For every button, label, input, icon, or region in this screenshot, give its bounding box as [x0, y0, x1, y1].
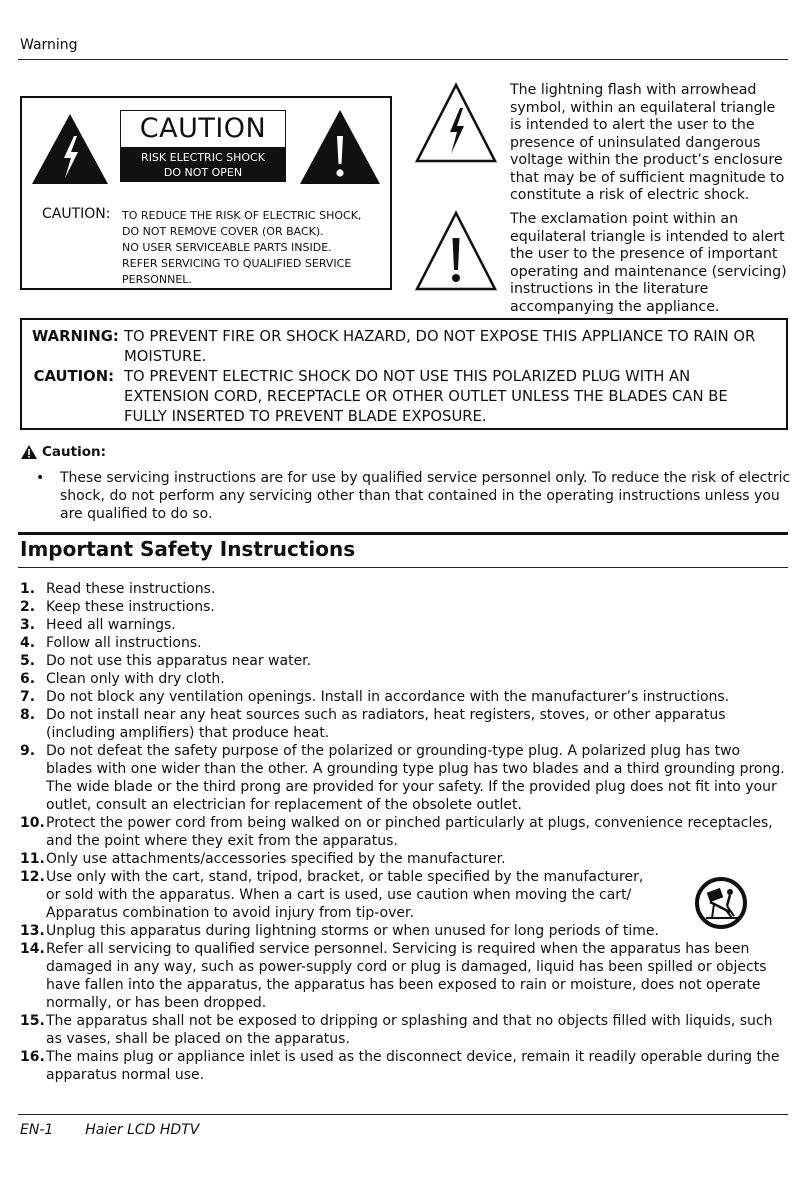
item-number: 5. [20, 653, 36, 669]
list-item [20, 616, 790, 634]
list-item [20, 940, 790, 1012]
item-text: Do not defeat the safety purpose of the polarized or grounding-type plug. A polarized plug has two blades with one wider than the other. A grounding type plug has two blades and a third grounding prong. The wide blade or the third prong are provided for your safety. If the provided plug does not fit into your outlet, consult an electrician for replacement of the obsolete outlet. [46, 743, 785, 813]
item-text: Clean only with dry cloth. [46, 671, 225, 687]
footer-rule [18, 1114, 788, 1115]
item-text: The mains plug or appliance inlet is used as the disconnect device, remain it readily operable during the apparatus normal use. [46, 1049, 780, 1083]
footer [20, 1122, 231, 1138]
item-text: Do not install near any heat sources such as radiators, heat registers, stoves, or other apparatus (including amplifiers) that produce heat. [46, 707, 726, 741]
caution-text: TO PREVENT ELECTRIC SHOCK DO NOT USE THIS POLARIZED PLUG WITH AN EXTENSION CORD, RECEPTACLE OR OTHER OUTLET UNLESS THE BLADES CAN BE FULLY INSERTED TO PREVENT BLADE EXPOSURE. [124, 368, 728, 425]
list-item [20, 1048, 790, 1084]
item-text: The apparatus shall not be exposed to dripping or splashing and that no objects filled with liquids, such as vases, shall be placed on the apparatus. [46, 1013, 773, 1047]
box-caution-label: CAUTION: [42, 206, 111, 222]
list-item [20, 814, 790, 850]
safety-list [20, 580, 790, 1084]
exclamation-symbol-text: The exclamation point within an equilateral triangle is intended to alert the user to the presence of important operating and maintenance (servicing) instructions in the literature accompanying the appliance. [510, 211, 787, 315]
risk-band [121, 147, 285, 181]
item-number: 13. [20, 923, 45, 939]
item-text: Refer all servicing to qualified service personnel. Servicing is required when the apparatus has been damaged in any way, such as power-supply cord or plug is damaged, liquid has been spilled or objects have fallen into the apparatus, the apparatus has been exposed to rain or moisture, does not operate normally, or has been dropped. [46, 941, 767, 1011]
warning-label: WARNING: [32, 328, 119, 345]
exclamation-warning-icon [298, 108, 382, 186]
item-number: 4. [20, 635, 36, 651]
lightning-warning-icon [30, 112, 110, 186]
item-number: 14. [20, 941, 45, 957]
item-number: 11. [20, 851, 45, 867]
item-number: 12. [20, 869, 45, 885]
risk-band-line1: RISK ELECTRIC SHOCK [141, 151, 265, 164]
box-caution-line: NO USER SERVICEABLE PARTS INSIDE. [122, 241, 332, 254]
list-item [20, 634, 790, 652]
item-text: Follow all instructions. [46, 635, 202, 651]
item-number: 16. [20, 1049, 45, 1065]
warning-icon [20, 444, 38, 460]
title-rule [18, 567, 788, 568]
section-rule [18, 532, 788, 535]
list-item [20, 688, 790, 706]
caution-title-box [120, 110, 286, 182]
cart-tipover-icon [694, 876, 748, 930]
box-caution-line: PERSONNEL. [122, 273, 192, 286]
list-item [20, 652, 790, 670]
warning-box [20, 318, 788, 430]
caution-label-box [20, 96, 392, 290]
list-item [20, 706, 790, 742]
lightning-symbol-text: The lightning flash with arrowhead symbol, within an equilateral triangle is intended to alert the user to the presence of uninsulated dangerous voltage within the product’s enclosure that may be of sufficient magnitude to constitute a risk of electric shock. [510, 82, 785, 203]
item-text: Heed all warnings. [46, 617, 176, 633]
list-item [20, 868, 790, 922]
section-label: Warning [20, 37, 78, 53]
item-text: Read these instructions. [46, 581, 216, 597]
item-text: Unplug this apparatus during lightning storms or when unused for long periods of time. [46, 923, 659, 939]
list-item [20, 922, 790, 940]
caution-label: CAUTION: [33, 368, 114, 385]
item-number: 7. [20, 689, 36, 705]
box-caution-line: TO REDUCE THE RISK OF ELECTRIC SHOCK, [122, 209, 362, 222]
item-text: Do not block any ventilation openings. Install in accordance with the manufacturer’s instructions. [46, 689, 730, 705]
item-text: Only use attachments/accessories specified by the manufacturer. [46, 851, 506, 867]
item-number: 1. [20, 581, 36, 597]
header-rule [18, 59, 788, 60]
caution-title: CAUTION [139, 113, 267, 144]
item-number: 2. [20, 599, 36, 615]
item-text: Keep these instructions. [46, 599, 215, 615]
caution-note-text: These servicing instructions are for use by qualified service personnel only. To reduce the risk of electric shock, do not perform any servicing other than that contained in the operating instructions unless you are qualified to do so. [60, 470, 791, 522]
box-caution-text [122, 208, 382, 288]
list-item [20, 1012, 790, 1048]
list-item [20, 670, 790, 688]
product-name: Haier LCD HDTV [85, 1122, 200, 1138]
list-item [20, 742, 790, 814]
item-number: 10. [20, 815, 45, 831]
box-caution-line: REFER SERVICING TO QUALIFIED SERVICE [122, 257, 352, 270]
item-text: Use only with the cart, stand, tripod, bracket, or table specified by the manufacturer, or sold with the apparatus. When a cart is used, use caution when moving the cart/ Apparatus combination to avoid injury from tip-over. [46, 869, 644, 921]
list-item [20, 598, 790, 616]
item-number: 8. [20, 707, 36, 723]
page-number: EN-1 [20, 1122, 54, 1138]
item-number: 15. [20, 1013, 45, 1029]
warning-text: TO PREVENT FIRE OR SHOCK HAZARD, DO NOT EXPOSE THIS APPLIANCE TO RAIN OR MOISTURE. [124, 328, 756, 365]
list-item [20, 850, 790, 868]
bullet-dot: • [36, 470, 45, 486]
item-text: Do not use this apparatus near water. [46, 653, 312, 669]
exclamation-triangle-icon [414, 210, 498, 292]
item-number: 9. [20, 743, 36, 759]
safety-title: Important Safety Instructions [20, 537, 356, 561]
caution-note-title: Caution: [42, 444, 106, 460]
item-number: 3. [20, 617, 36, 633]
box-caution-line: DO NOT REMOVE COVER (OR BACK). [122, 225, 324, 238]
risk-band-line2: DO NOT OPEN [163, 166, 243, 179]
item-number: 6. [20, 671, 36, 687]
item-text: Protect the power cord from being walked on or pinched particularly at plugs, convenience receptacles, and the point where they exit from the apparatus. [46, 815, 773, 849]
list-item [20, 580, 790, 598]
caution-note-heading [20, 444, 106, 460]
lightning-triangle-icon [414, 82, 498, 164]
